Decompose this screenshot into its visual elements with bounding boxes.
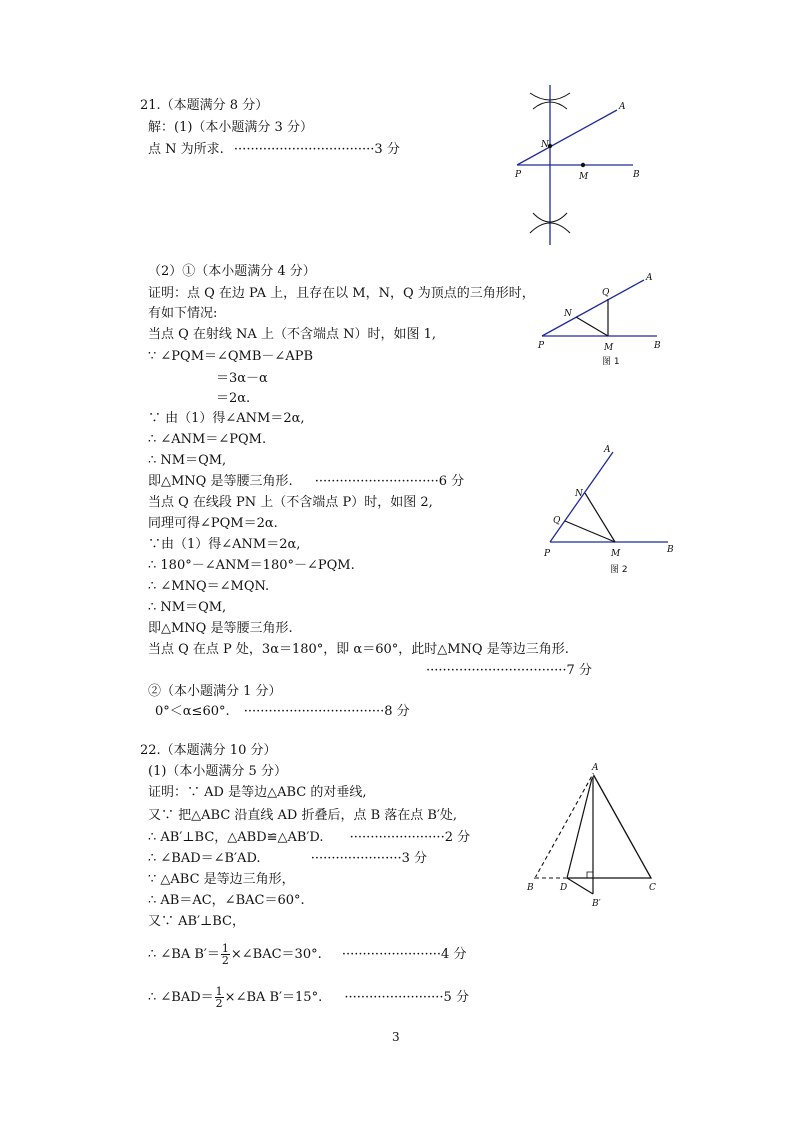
label-q: Q [602, 288, 610, 298]
figure-caption: 图 2 [610, 565, 628, 575]
q22-line: ∵ △ABC 是等边三角形， [148, 872, 295, 887]
score-marker: ························5 分 [344, 990, 469, 1005]
q22-line: ∴ ∠BA B′＝ $\frac{1}{2}$ ×∠BAC＝30°. ························4 分 [148, 942, 467, 967]
right-angle-mark [587, 872, 593, 878]
segment-ad [567, 774, 593, 878]
label-n: N [564, 309, 572, 319]
figure-caption: 图 1 [602, 357, 620, 367]
q22-line: 又∵ AB′⊥BC， [148, 914, 245, 929]
q22-line: ∴ AB＝AC，∠BAC＝60°. [148, 893, 305, 908]
label-m: M [611, 549, 621, 559]
score-marker: ··································8 分 [243, 704, 410, 719]
q21-line: ∵ 由（1）得∠ANM＝2α, [148, 411, 305, 426]
q21-line: ∴ NM＝QM, [148, 600, 227, 615]
q21-line: 即△MNQ 是等腰三角形. [148, 621, 293, 636]
label-d: D [560, 883, 568, 893]
label-b: B [633, 170, 640, 180]
figure-2 [540, 440, 685, 580]
label-a: A [646, 273, 653, 283]
label-m: M [579, 172, 589, 182]
q21-header: 21.（本题满分 8 分） [140, 98, 269, 113]
q21-line: ∵ ∠PQM＝∠QMB－∠APB [148, 349, 314, 364]
q22-part1-title: (1)（本小题满分 5 分） [148, 764, 287, 779]
label-q: Q [553, 516, 561, 526]
score-marker: ······························6 分 [314, 474, 465, 489]
segment-db-prime [567, 878, 593, 894]
q22-line: ∴ ∠BAD＝ $\frac{1}{2}$ ×∠BA B′＝15°. ························5 分 [148, 985, 469, 1010]
q21-part3-title: ②（本小题满分 1 分） [148, 684, 282, 699]
segment-nm [576, 317, 608, 336]
page-number: 3 [392, 1030, 400, 1044]
label-c: C [649, 883, 656, 893]
point-m [581, 163, 585, 167]
fraction-one-half: $\frac{1}{2}$ [221, 942, 229, 967]
label-a: A [592, 763, 599, 773]
label-p: P [538, 341, 545, 351]
q22-line: 又∵ 把△ABC 沿直线 AD 折叠后，点 B 落在点 B′处, [148, 808, 458, 823]
q21-line: ＝3α－α [216, 371, 268, 386]
label-p: P [515, 170, 522, 180]
label-p: P [544, 549, 551, 559]
q21-line: ∴ ∠MNQ＝∠MQN. [148, 579, 270, 594]
score-marker: ··································3 分 [233, 142, 400, 157]
segment-nm [585, 493, 615, 542]
construction-figure [505, 85, 665, 250]
label-b: B [654, 341, 661, 351]
q21-line: 有如下情况: [148, 306, 218, 321]
score-marker: ························4 分 [341, 947, 467, 962]
q21-part3-answer: 0°＜α≤60°. ··································8 分 [155, 704, 410, 719]
fraction-one-half: $\frac{1}{2}$ [215, 985, 223, 1010]
label-a: A [619, 102, 626, 112]
q21-line: ＝2α. [216, 391, 251, 406]
q21-line: ∴ 180°－∠ANM＝180°－∠PQM. [148, 558, 355, 573]
segment-qm [565, 521, 615, 542]
q21-part1-title: 解：(1)（本小题满分 3 分） [148, 120, 313, 135]
q21-line: 当点 Q 在点 P 处，3α＝180°，即 α＝60°，此时△MNQ 是等边三角形. [148, 642, 569, 657]
q21-line: ∴ ∠ANM＝∠PQM. [148, 432, 267, 447]
triangle-fold-figure [520, 760, 670, 910]
ray-pa [517, 110, 617, 165]
q22-line: 证明：∵ AD 是等边△ABC 的对垂线, [148, 785, 367, 800]
label-b: B [527, 883, 534, 893]
label-b-prime: B′ [592, 899, 601, 909]
q22-line: ∴ ∠BAD＝∠B′AD. ······················3 分 [148, 851, 428, 866]
label-n: N [541, 140, 549, 150]
q21-line: 同理可得∠PQM＝2α. [148, 516, 278, 531]
label-a: A [604, 445, 611, 455]
score-marker: ··································7 分 [426, 663, 592, 678]
figure-1 [532, 268, 672, 368]
score-marker: ······················3 分 [310, 851, 428, 866]
q21-part2-title: （2）①（本小题满分 4 分） [148, 264, 316, 279]
label-m: M [604, 343, 614, 353]
q21-line: 证明：点 Q 在边 PA 上，且存在以 M，N，Q 为顶点的三角形时， [148, 286, 535, 301]
score-marker: ·······················2 分 [349, 830, 471, 845]
q21-part1-answer: 点 N 为所求. ··································3 分 [148, 142, 400, 157]
q22-header: 22.（本题满分 10 分） [140, 743, 277, 758]
q21-line: ∵由（1）得∠ANM＝2α, [148, 537, 301, 552]
q22-line: ∴ AB′⊥BC，△ABD≌△AB′D. ·······················2 分 [148, 830, 471, 845]
label-n: N [575, 489, 583, 499]
q21-line: 当点 Q 在线段 PN 上（不含端点 P）时，如图 2, [148, 495, 433, 510]
q21-line: 即△MNQ 是等腰三角形. ······························6 分 [148, 474, 465, 489]
q21-line: 当点 Q 在射线 NA 上（不含端点 N）时，如图 1, [148, 327, 436, 342]
label-b: B [667, 545, 674, 555]
q21-line: ∴ NM＝QM, [148, 453, 227, 468]
segment-ab-dashed [535, 774, 593, 878]
